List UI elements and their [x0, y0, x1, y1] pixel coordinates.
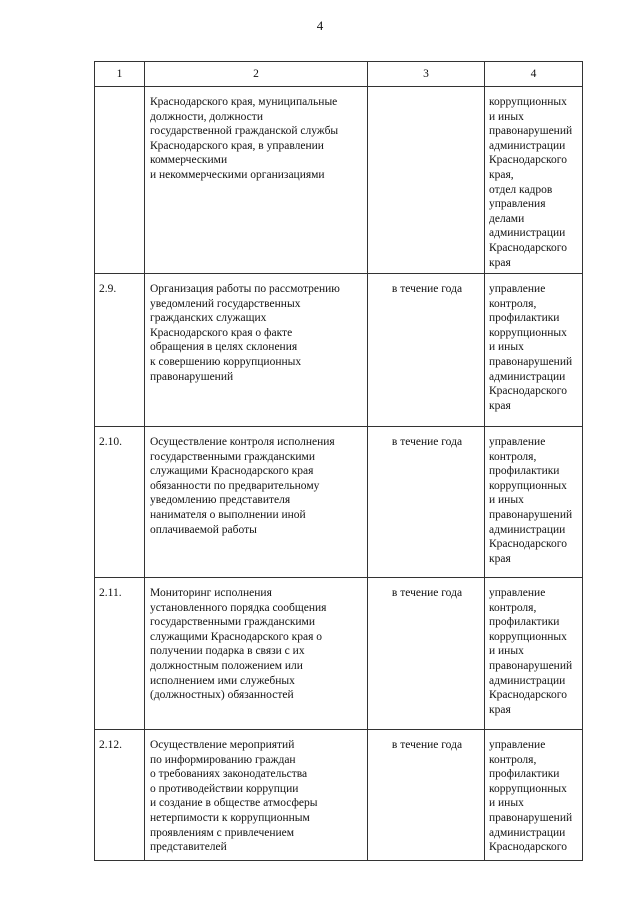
responsible-line: и иных	[489, 341, 524, 354]
responsible-line: профилактики	[489, 465, 560, 478]
responsible-line: правонарушений	[489, 355, 573, 368]
responsible-line: отдел кадров	[489, 183, 553, 196]
responsible-line: края	[489, 552, 511, 565]
description-line: коммерческими	[150, 154, 228, 167]
responsible-line: делами	[489, 212, 525, 225]
responsible-line: и иных	[489, 797, 524, 810]
responsible-line: управление	[489, 436, 546, 448]
column-header-4: 4	[485, 62, 583, 87]
table-header-row	[95, 62, 583, 87]
responsible-line: контроля,	[489, 753, 537, 766]
table-row	[95, 87, 583, 274]
responsible-line: Краснодарского	[489, 689, 567, 702]
responsible-executors	[485, 274, 583, 427]
responsible-line: Краснодарского	[489, 385, 567, 398]
responsible-line: администрации	[489, 523, 566, 536]
responsible-line: правонарушений	[489, 508, 573, 521]
description-line: должностным положением или	[150, 659, 303, 672]
description-line: оплачиваемой работы	[150, 523, 257, 536]
responsible-line: контроля,	[489, 450, 537, 463]
description-line: уведомлению представителя	[150, 494, 291, 507]
responsible-line: и иных	[489, 645, 524, 658]
description-line: государственной гражданской службы	[150, 125, 339, 138]
responsible-line: Краснодарского	[489, 841, 567, 854]
responsible-line: правонарушений	[489, 125, 573, 138]
measure-description	[145, 427, 368, 578]
measure-description	[145, 87, 368, 274]
description-line: Организация работы по рассмотрению	[150, 283, 340, 295]
responsible-line: и иных	[489, 110, 524, 123]
execution-term: в течение года	[368, 730, 485, 861]
description-line: о требованиях законодательства	[150, 768, 308, 781]
description-line: нетерпимости к коррупционным	[150, 811, 310, 824]
responsible-line: края,	[489, 168, 514, 181]
description-line: обращения в целях склонения	[150, 341, 298, 354]
column-header-3: 3	[368, 62, 485, 87]
description-line: обязанности по предварительному	[150, 479, 320, 492]
responsible-line: Краснодарского	[489, 538, 567, 551]
measure-description	[145, 274, 368, 427]
description-line: Краснодарского края о факте	[150, 326, 293, 339]
description-line: Осуществление контроля исполнения	[150, 436, 335, 448]
description-line: Мониторинг исполнения	[150, 587, 272, 599]
item-number: 2.9.	[95, 274, 145, 427]
description-line: представителей	[150, 841, 227, 854]
description-line: гражданских служащих	[150, 312, 267, 325]
responsible-line: коррупционных	[489, 782, 567, 795]
description-line: Краснодарского края, в управлении	[150, 139, 324, 152]
description-line: нанимателя о выполнении иной	[150, 508, 306, 521]
responsible-line: администрации	[489, 674, 566, 687]
item-number: 2.10.	[95, 427, 145, 578]
measures-table	[94, 61, 583, 861]
item-number: 2.11.	[95, 578, 145, 730]
execution-term	[368, 87, 485, 274]
responsible-line: края	[489, 256, 511, 269]
description-line: о противодействии коррупции	[150, 782, 299, 795]
table-row	[95, 274, 583, 427]
table-row	[95, 730, 583, 861]
description-line: Осуществление мероприятий	[150, 739, 295, 751]
column-header-1: 1	[95, 62, 145, 87]
responsible-line: края	[489, 399, 511, 412]
responsible-line: администрации	[489, 227, 566, 240]
responsible-line: управления	[489, 198, 546, 211]
description-line: служащими Краснодарского края	[150, 465, 314, 478]
description-line: государственными гражданскими	[150, 616, 315, 629]
description-line: получении подарка в связи с их	[150, 645, 305, 658]
description-line: (должностных) обязанностей	[150, 689, 294, 702]
responsible-line: профилактики	[489, 312, 560, 325]
responsible-line: коррупционных	[489, 479, 567, 492]
description-line: служащими Краснодарского края о	[150, 630, 322, 643]
responsible-line: контроля,	[489, 601, 537, 614]
item-number: 2.12.	[95, 730, 145, 861]
responsible-line: Краснодарского	[489, 241, 567, 254]
responsible-executors	[485, 427, 583, 578]
description-line: к совершению коррупционных	[150, 355, 302, 368]
item-number	[95, 87, 145, 274]
responsible-line: и иных	[489, 494, 524, 507]
responsible-line: управление	[489, 739, 546, 751]
execution-term: в течение года	[368, 578, 485, 730]
responsible-line: администрации	[489, 139, 566, 152]
description-line: и создание в обществе атмосферы	[150, 797, 318, 810]
responsible-line: коррупционных	[489, 326, 567, 339]
measure-description	[145, 578, 368, 730]
execution-term: в течение года	[368, 274, 485, 427]
column-header-2: 2	[145, 62, 368, 87]
measure-description	[145, 730, 368, 861]
responsible-line: профилактики	[489, 768, 560, 781]
execution-term: в течение года	[368, 427, 485, 578]
table-row	[95, 427, 583, 578]
responsible-line: правонарушений	[489, 811, 573, 824]
responsible-line: коррупционных	[489, 630, 567, 643]
responsible-line: управление	[489, 587, 546, 599]
description-line: проявлениям с привлечением	[150, 826, 295, 839]
description-line: государственными гражданскими	[150, 450, 315, 463]
responsible-executors	[485, 87, 583, 274]
responsible-line: коррупционных	[489, 96, 567, 108]
description-line: уведомлений государственных	[150, 297, 301, 310]
responsible-line: Краснодарского	[489, 154, 567, 167]
table-row	[95, 578, 583, 730]
description-line: по информированию граждан	[150, 753, 296, 766]
responsible-line: администрации	[489, 370, 566, 383]
responsible-executors	[485, 730, 583, 861]
description-line: исполнением ими служебных	[150, 674, 295, 687]
responsible-line: правонарушений	[489, 659, 573, 672]
responsible-executors	[485, 578, 583, 730]
responsible-line: управление	[489, 283, 546, 295]
description-line: правонарушений	[150, 370, 234, 383]
description-line: и некоммерческими организациями	[150, 168, 325, 181]
responsible-line: края	[489, 703, 511, 716]
description-line: Краснодарского края, муниципальные	[150, 96, 338, 108]
responsible-line: контроля,	[489, 297, 537, 310]
page-number: 4	[316, 18, 324, 33]
responsible-line: профилактики	[489, 616, 560, 629]
description-line: установленного порядка сообщения	[150, 601, 327, 614]
description-line: должности, должности	[150, 110, 263, 123]
responsible-line: администрации	[489, 826, 566, 839]
